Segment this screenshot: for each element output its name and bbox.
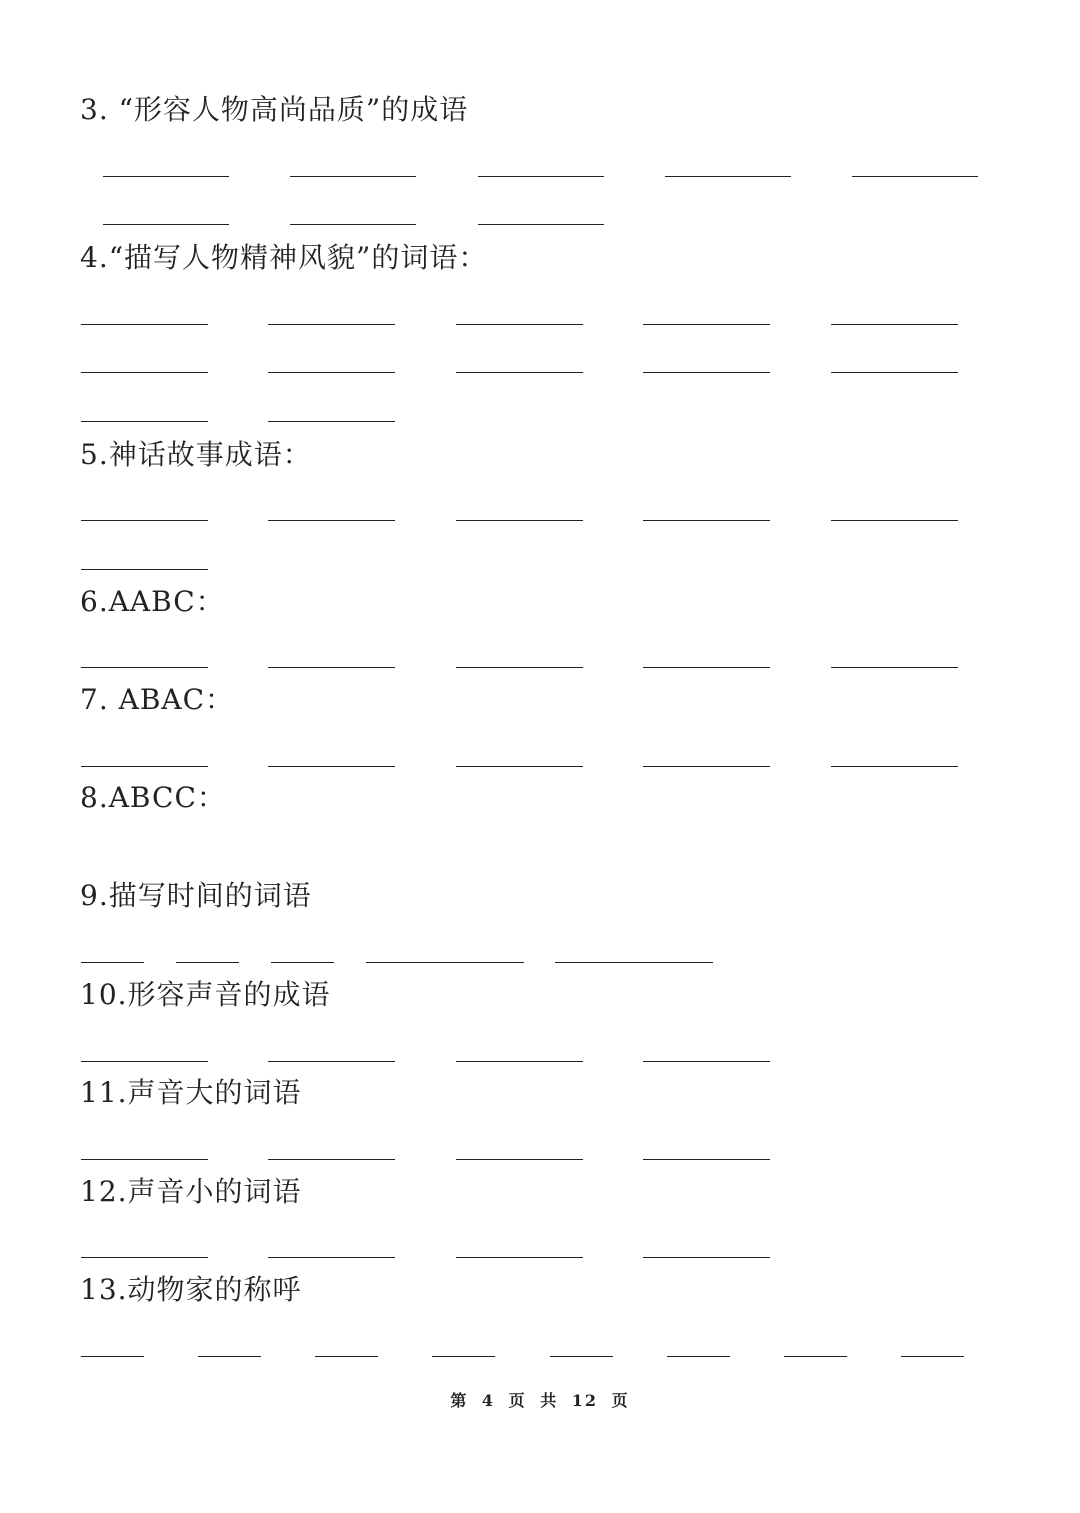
answer-blank[interactable] [81,324,208,325]
answer-blank[interactable] [81,766,208,767]
answer-blank[interactable] [456,1257,583,1258]
answer-blank[interactable] [81,667,208,668]
answer-blank[interactable] [643,520,770,521]
answer-blank[interactable] [643,372,770,373]
answer-blank[interactable] [784,1356,847,1357]
answer-blank[interactable] [268,1159,395,1160]
answer-blank[interactable] [456,324,583,325]
answer-blank[interactable] [81,1257,208,1258]
answer-blank[interactable] [81,1159,208,1160]
answer-blank[interactable] [550,1356,613,1357]
answer-blank[interactable] [271,962,334,963]
answer-blank[interactable] [268,520,395,521]
answer-blank[interactable] [268,421,395,422]
answer-blank[interactable] [103,224,229,225]
page-number-footer: 第 4 页 共 12 页 [450,1391,630,1410]
answer-blank[interactable] [81,1061,208,1062]
answer-blank[interactable] [643,667,770,668]
answer-blank[interactable] [456,667,583,668]
answer-blank[interactable] [456,372,583,373]
answer-blank[interactable] [667,1356,730,1357]
question-10-label: 10.形容声音的成语 [80,978,331,1011]
answer-blank[interactable] [432,1356,495,1357]
question-12-label: 12.声音小的词语 [80,1175,302,1208]
answer-blank[interactable] [643,324,770,325]
question-4-label: 4.“描写人物精神风貌”的词语： [80,241,488,274]
answer-blank[interactable] [478,224,604,225]
answer-blank[interactable] [81,569,208,570]
question-13-label: 13.动物家的称呼 [80,1273,302,1306]
question-11-label: 11.声音大的词语 [80,1076,302,1109]
answer-blank[interactable] [290,176,416,177]
answer-blank[interactable] [268,1061,395,1062]
answer-blank[interactable] [831,766,958,767]
answer-blank[interactable] [456,766,583,767]
answer-blank[interactable] [555,962,713,963]
answer-blank[interactable] [478,176,604,177]
answer-blank[interactable] [643,1061,770,1062]
question-5-label: 5.神话故事成语： [80,438,312,471]
answer-blank[interactable] [831,667,958,668]
answer-blank[interactable] [456,1159,583,1160]
answer-blank[interactable] [456,1061,583,1062]
answer-blank[interactable] [81,520,208,521]
answer-blank[interactable] [852,176,978,177]
answer-blank[interactable] [831,372,958,373]
question-6-label: 6.AABC： [80,585,225,618]
answer-blank[interactable] [268,766,395,767]
answer-blank[interactable] [268,667,395,668]
question-9-label: 9.描写时间的词语 [80,879,312,912]
question-7-label: 7. ABAC： [80,683,235,716]
question-3-label: 3. “形容人物高尚品质”的成语 [80,93,469,126]
answer-blank[interactable] [366,962,524,963]
answer-blank[interactable] [176,962,239,963]
answer-blank[interactable] [81,372,208,373]
answer-blank[interactable] [901,1356,964,1357]
answer-blank[interactable] [268,1257,395,1258]
question-8-label: 8.ABCC： [80,781,226,814]
answer-blank[interactable] [643,1159,770,1160]
answer-blank[interactable] [198,1356,261,1357]
answer-blank[interactable] [268,372,395,373]
answer-blank[interactable] [643,1257,770,1258]
answer-blank[interactable] [315,1356,378,1357]
answer-blank[interactable] [665,176,791,177]
answer-blank[interactable] [831,520,958,521]
answer-blank[interactable] [456,520,583,521]
answer-blank[interactable] [103,176,229,177]
answer-blank[interactable] [81,421,208,422]
answer-blank[interactable] [290,224,416,225]
answer-blank[interactable] [81,962,144,963]
answer-blank[interactable] [831,324,958,325]
answer-blank[interactable] [268,324,395,325]
answer-blank[interactable] [643,766,770,767]
answer-blank[interactable] [81,1356,144,1357]
